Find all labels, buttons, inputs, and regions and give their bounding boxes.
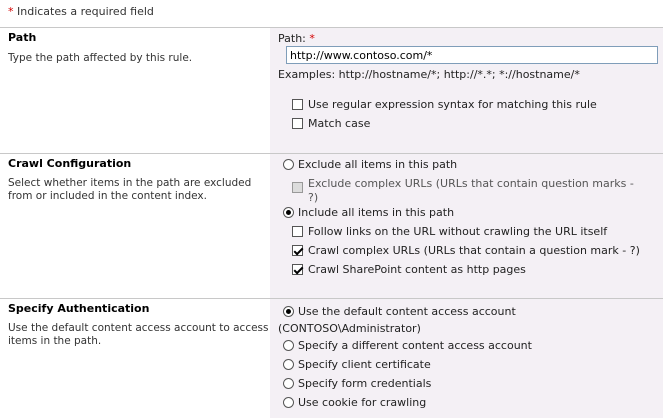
check-mark-icon	[294, 246, 304, 256]
path-section-controls	[270, 28, 663, 154]
exclude-complex-urls-label-line1: Exclude complex URLs (URLs that contain question marks -	[308, 177, 634, 190]
follow-links-checkbox[interactable]	[292, 226, 303, 237]
use-regex-checkbox[interactable]	[292, 99, 303, 110]
required-note-text: Indicates a required field	[17, 5, 154, 18]
radio-selected-dot	[286, 210, 291, 215]
client-certificate-label[interactable]: Specify client certificate	[298, 358, 431, 371]
required-star: *	[8, 5, 14, 18]
path-input[interactable]	[286, 46, 658, 64]
crawl-sharepoint-label[interactable]: Crawl SharePoint content as http pages	[308, 263, 526, 276]
auth-section-description: Use the default content access account to access items in the path.	[8, 322, 269, 347]
match-case-checkbox[interactable]	[292, 118, 303, 129]
include-all-radio[interactable]	[283, 207, 294, 218]
radio-selected-dot	[286, 309, 291, 314]
exclude-all-radio[interactable]	[283, 159, 294, 170]
follow-links-label[interactable]: Follow links on the URL without crawling the URL itself	[308, 225, 608, 238]
exclude-complex-urls-checkbox[interactable]	[292, 182, 303, 193]
crawl-configuration-section	[0, 153, 663, 299]
include-all-label[interactable]: Include all items in this path	[298, 206, 455, 219]
crawl-complex-urls-checkbox[interactable]	[292, 245, 303, 256]
path-section	[0, 27, 663, 154]
client-certificate-radio[interactable]	[283, 359, 294, 370]
default-account-radio[interactable]	[283, 306, 294, 317]
default-account-name: (CONTOSO\Administrator)	[278, 322, 421, 335]
required-field-note	[8, 5, 154, 18]
auth-section-title: Specify Authentication	[8, 302, 150, 315]
crawl-section-controls	[270, 154, 663, 299]
form-credentials-label[interactable]: Specify form credentials	[298, 377, 432, 390]
exclude-complex-urls-label-line2: ?)	[308, 191, 319, 204]
check-mark-icon	[294, 265, 304, 275]
form-credentials-radio[interactable]	[283, 378, 294, 389]
crawl-section-description: Select whether items in the path are excluded from or included in the content index.	[8, 177, 252, 202]
cookie-crawling-label[interactable]: Use cookie for crawling	[298, 396, 427, 409]
cookie-crawling-radio[interactable]	[283, 397, 294, 408]
path-required-star: *	[309, 32, 315, 45]
crawl-sharepoint-checkbox[interactable]	[292, 264, 303, 275]
match-case-label[interactable]: Match case	[308, 117, 371, 130]
crawl-complex-urls-label[interactable]: Crawl complex URLs (URLs that contain a question mark - ?)	[308, 244, 640, 257]
auth-section-controls	[270, 299, 663, 418]
path-field-label: Path: *	[278, 32, 315, 45]
use-regex-label[interactable]: Use regular expression syntax for matching this rule	[308, 98, 597, 111]
path-section-description: Type the path affected by this rule.	[8, 52, 193, 64]
crawl-section-title: Crawl Configuration	[8, 157, 132, 170]
authentication-section	[0, 298, 663, 418]
exclude-all-label[interactable]: Exclude all items in this path	[298, 158, 458, 171]
different-account-label[interactable]: Specify a different content access account	[298, 339, 532, 352]
different-account-radio[interactable]	[283, 340, 294, 351]
path-examples: Examples: http://hostname/*; http://*.*; *://hostname/*	[278, 68, 580, 81]
default-account-label[interactable]: Use the default content access account	[298, 305, 516, 318]
path-section-title: Path	[8, 31, 37, 44]
